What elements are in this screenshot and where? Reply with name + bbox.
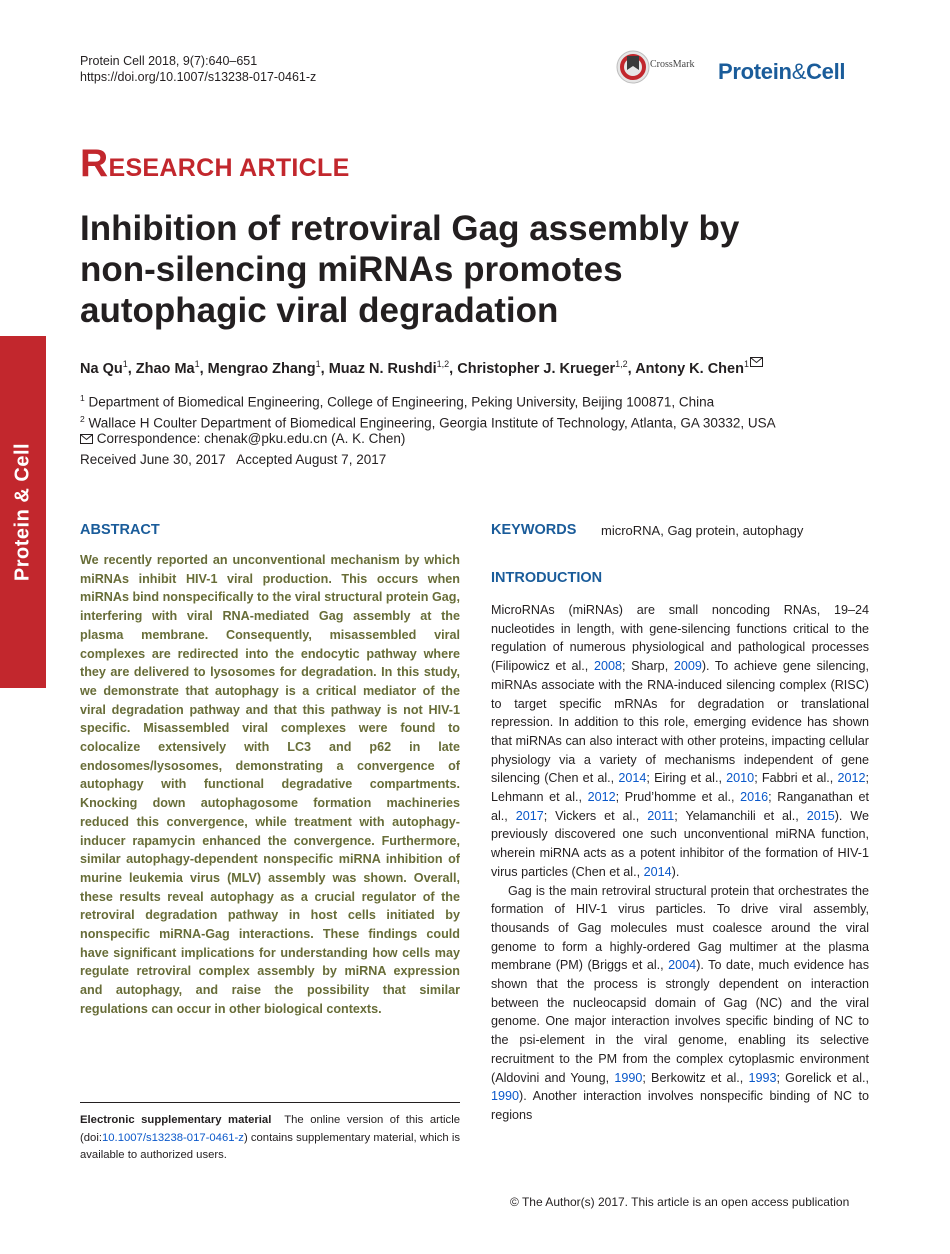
introduction-heading: INTRODUCTION: [491, 570, 603, 586]
author-separator: ,: [449, 361, 458, 377]
author-separator: ,: [627, 361, 636, 377]
author-affiliation-sup: 1,2: [436, 359, 450, 370]
introduction-paragraph-1: [491, 601, 869, 882]
author-affiliation-sup: 1: [194, 359, 200, 370]
received-accepted-dates: Received June 30, 2017 Accepted August 7, 2017: [80, 452, 387, 467]
author-name: Na Qu: [80, 361, 123, 377]
author-name: Antony K. Chen: [635, 361, 744, 377]
journal-logo: [718, 59, 845, 85]
paragraph-text: ; Sharp,: [621, 659, 674, 674]
esm-text-after: ) contains supplementary material, which is available to authorized users.: [80, 1131, 460, 1161]
supplementary-note: [80, 1112, 464, 1165]
citation-year-link[interactable]: 2014: [643, 864, 672, 879]
paragraph-text: ; Eiring et al.,: [646, 771, 727, 786]
correspondence-text[interactable]: Correspondence: chenak@pku.edu.cn (A. K. Chen): [96, 431, 406, 446]
copyright-notice: © The Author(s) 2017. This article is an open access publication: [510, 1195, 850, 1209]
citation-year-link[interactable]: 2011: [647, 808, 675, 823]
citation-year-link[interactable]: 1993: [748, 1070, 777, 1085]
paragraph-text: ; Prud’homme et al.,: [615, 790, 741, 805]
author-separator: ,: [199, 361, 208, 377]
author-separator: ,: [320, 361, 329, 377]
journal-citation: Protein Cell 2018, 9(7):640–651: [80, 54, 258, 68]
paragraph-text: ). We previously discovered one such unconventional miRNA function, wherein miRNA acts as a potent inhibitor of the formation of HIV-1 virus particles (Chen et al.,: [491, 808, 869, 879]
article-type-rest: ESEARCH ARTICLE: [108, 154, 350, 182]
citation-year-link[interactable]: 2015: [806, 808, 835, 823]
affiliation-1: [80, 390, 714, 411]
citation-year-link[interactable]: 2009: [673, 659, 702, 674]
author-name: Mengrao Zhang: [207, 361, 316, 377]
citation-year-link[interactable]: 2004: [668, 958, 697, 973]
introduction-paragraph-2: [491, 882, 869, 1125]
author-affiliation-sup: 1: [122, 359, 128, 370]
logo-word-protein: Protein: [718, 59, 792, 84]
abstract-heading: ABSTRACT: [80, 522, 160, 538]
envelope-icon: [80, 431, 93, 446]
keywords-list: microRNA, Gag protein, autophagy: [601, 523, 804, 538]
author-separator: ,: [127, 361, 136, 377]
introduction-body: [491, 601, 869, 1125]
paragraph-text: Gag is the main retroviral structural protein that orchestrates the formation of HIV-1 virus particles. To drive viral assembly, thousands of Gag molecules must coalesce around the viral genome to form a highly-ordered Gag multimer at the plasma membrane (PM) (Briggs et al.,: [491, 883, 869, 973]
citation-year-link[interactable]: 1990: [491, 1089, 520, 1104]
crossmark-icon[interactable]: [616, 50, 650, 84]
paragraph-text: ; Lehmann et al.,: [491, 771, 869, 805]
paragraph-text: ). Another interaction involves nonspecific binding of NC to regions: [491, 1089, 869, 1122]
logo-ampersand: &: [791, 59, 807, 84]
paragraph-text: ; Fabbri et al.,: [754, 771, 838, 786]
citation-year-link[interactable]: 2017: [515, 808, 544, 823]
author-name: Christopher J. Krueger: [457, 361, 616, 377]
article-type: [80, 142, 350, 186]
affiliation-number: 2: [80, 414, 85, 424]
correspondence: [80, 430, 405, 447]
author-name: Muaz N. Rushdi: [328, 361, 437, 377]
paragraph-text: ; Vickers et al.,: [543, 808, 648, 823]
author-affiliation-sup: 1: [315, 359, 321, 370]
citation-year-link[interactable]: 2012: [587, 790, 616, 805]
citation-year-link[interactable]: 2010: [726, 771, 755, 786]
abstract-text: We recently reported an unconventional mechanism by which miRNAs inhibit HIV-1 viral production. This occurs when miRNAs bind nonspecifically to the viral structural protein Gag, interfering with viral RNA-mediated Gag assembly at the plasma membrane. Consequently, misassembled viral complexes are redirected into the endocytic pathway where they are delivered to lysosomes for degradation. In this study, we demonstrate that autophagy is a critical mediator of the viral degradation pathway and that this pathway is not HIV-1 specific. Misassembled viral complexes were found to colocalize extensively with LC3 and p62 in late endosomes/lysosomes, demonstrating a convergence of autophagy with functional degradative compartments. Knocking down autophagosome formation machineries reduced this convergence, while treatment with autophagy-inducer rapamycin enhanced the convergence. Furthermore, similar autophagy-dependent nonspecific miRNA inhibition of murine leukemia virus (MLV) assembly was shown. Overall, these results reveal autophagy as a crucial regulator of the retroviral degradation pathway in host cells initiated by nonspecific miRNA-Gag interactions. These findings could have significant implications for understanding how cells may regulate retroviral complex assembly by miRNA expression and autophagy, and raise the possibility that similar regulations can occur in other biological contexts.: [80, 553, 460, 1016]
paragraph-text: ; Ranganathan et al.,: [491, 790, 869, 823]
citation-year-link[interactable]: 1990: [614, 1070, 643, 1085]
article-title: Inhibition of retroviral Gag assembly by non-silencing miRNAs promotes autophagic viral degradation: [80, 209, 740, 330]
paragraph-text: ; Yelamanchili et al.,: [674, 808, 807, 823]
paragraph-text: ; Berkowitz et al.,: [642, 1070, 749, 1085]
author-name: Zhao Ma: [135, 361, 195, 377]
paragraph-text: ; Gorelick et al.,: [776, 1070, 869, 1085]
doi-link[interactable]: https://doi.org/10.1007/s13238-017-0461-z: [80, 70, 317, 84]
journal-sidebar-tab: [0, 336, 46, 688]
paragraph-text: MicroRNAs (miRNAs) are small noncoding RNAs, 19–24 nucleotides in length, with gene-silencing functions critical to the regulation of numerous physiological and pathological processes (Filipowicz et al.,: [491, 603, 869, 674]
footnote-divider: [80, 1102, 460, 1103]
affiliation-2: [80, 411, 776, 432]
author-affiliation-sup: 1,2: [615, 359, 628, 370]
crossmark-label: CrossMark: [650, 59, 695, 70]
affiliation-text: Department of Biomedical Engineering, College of Engineering, Peking University, Beijing 100871, China: [88, 394, 715, 410]
citation-year-link[interactable]: 2014: [618, 771, 647, 786]
logo-word-cell: Cell: [806, 59, 846, 84]
keywords-heading: KEYWORDS: [491, 522, 577, 538]
paragraph-text: ). To achieve gene silencing, miRNAs associate with the RNA-induced silencing complex (RISC) to target specific mRNAs for degradation or translational repression. In addition to this role, emerging evidence has shown that miRNAs can also interact with other proteins, impacting cellular physiology via a variety of mechanisms independent of gene silencing (Chen et al.,: [491, 659, 869, 786]
citation-year-link[interactable]: 2008: [593, 659, 622, 674]
esm-text-before: The online version of this article (doi:: [80, 1114, 464, 1144]
sidebar-label: Protein & Cell: [11, 442, 34, 582]
citation-year-link[interactable]: 2012: [837, 771, 866, 786]
paragraph-text: ).: [671, 864, 680, 879]
paragraph-text: ). To date, much evidence has shown that the process is strongly dependent on interaction between the nucleocapsid domain of Gag (NC) and the viral genome. One major interaction involves specific binding of NC to the psi-element in the viral genome, enabling its selective recruitment to the PM from the complex cytoplasmic environment (Aldovini and Young,: [491, 958, 869, 1085]
affiliation-text: Wallace H Coulter Department of Biomedical Engineering, Georgia Institute of Technology, Atlanta, GA 30332, USA: [88, 415, 776, 431]
article-type-initial: R: [80, 142, 109, 185]
author-affiliation-sup: 1: [743, 359, 749, 370]
affiliation-number: 1: [80, 393, 85, 403]
esm-label: Electronic supplementary material: [80, 1114, 272, 1126]
author-list: [80, 357, 763, 377]
envelope-icon[interactable]: [749, 361, 763, 377]
esm-doi-link[interactable]: 10.1007/s13238-017-0461-z: [101, 1131, 244, 1144]
citation-year-link[interactable]: 2016: [740, 790, 769, 805]
